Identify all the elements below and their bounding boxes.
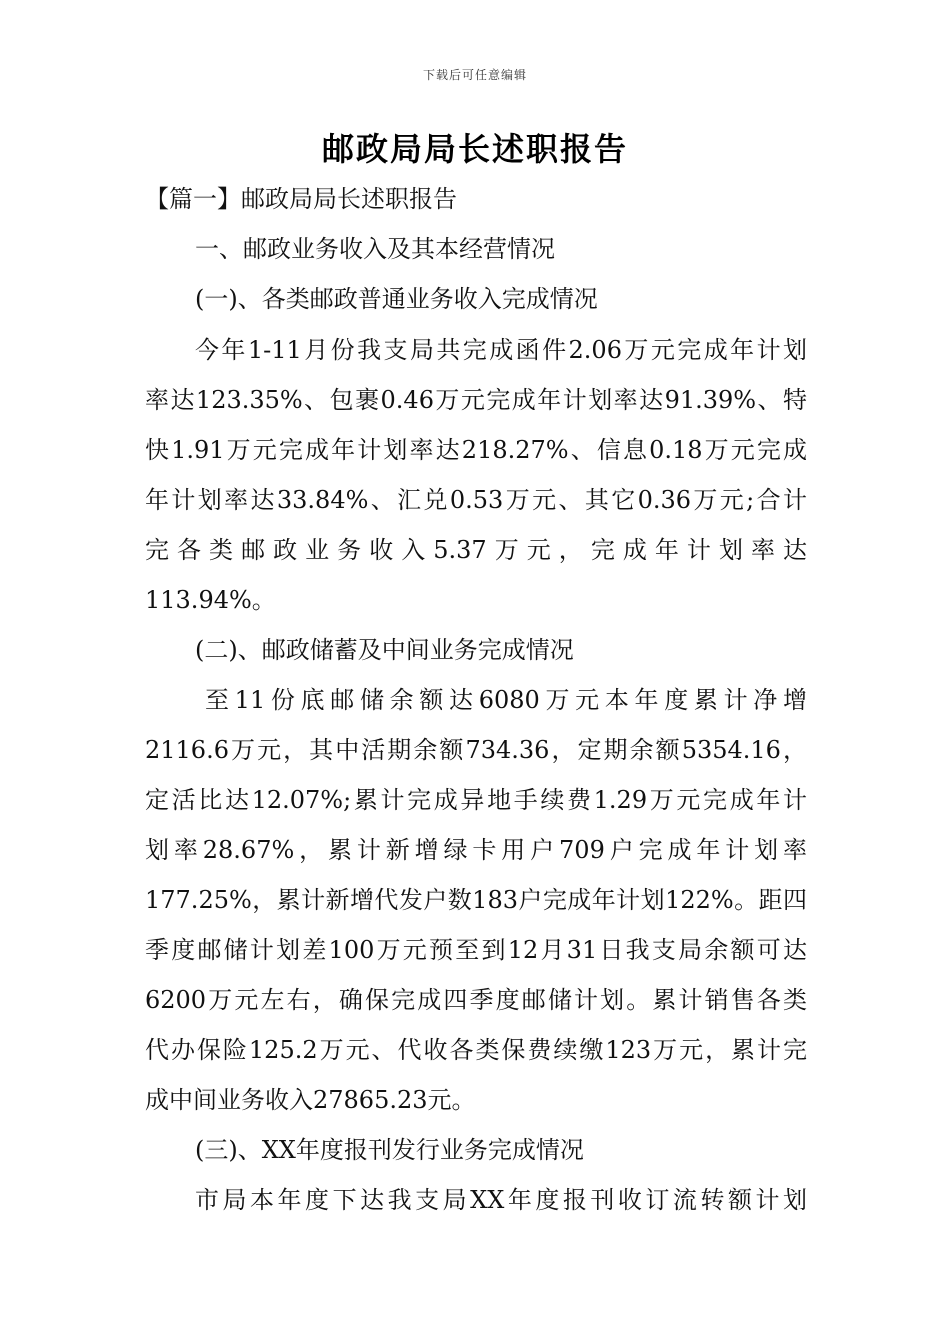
paragraph-line: 率达123.35%、包裹0.46万元完成年计划率达91.39%、特 <box>145 386 807 414</box>
paragraph-line: 快1.91万元完成年计划率达218.27%、信息0.18万元完成 <box>145 436 807 464</box>
paragraph-line: 177.25%，累计新增代发户数183户完成年计划122%。距四 <box>145 886 807 914</box>
paragraph-line: 定活比达12.07%;累计完成异地手续费1.29万元完成年计 <box>145 786 807 814</box>
subsection-heading-3: (三)、XX年度报刊发行业务完成情况 <box>195 1136 584 1164</box>
subsection-heading-2: (二)、邮政储蓄及中间业务完成情况 <box>195 636 574 664</box>
paragraph-line: 2116.6万元，其中活期余额734.36，定期余额5354.16， <box>145 736 807 764</box>
header-note: 下载后可任意编辑 <box>422 68 527 82</box>
section-heading: 【篇一】邮政局局长述职报告 <box>145 185 457 213</box>
paragraph-line: 年计划率达33.84%、汇兑0.53万元、其它0.36万元;合计 <box>145 486 807 514</box>
paragraph-line: 至11份底邮储余额达6080万元本年度累计净增 <box>205 686 807 714</box>
part-one-heading: 一、邮政业务收入及其本经营情况 <box>195 235 555 263</box>
paragraph-line: 113.94%。 <box>145 586 276 614</box>
paragraph-line: 季度邮储计划差100万元预至到12月31日我支局余额可达 <box>145 936 807 964</box>
paragraph-line: 市局本年度下达我支局XX年度报刊收订流转额计划 <box>195 1186 807 1214</box>
paragraph-line: 完各类邮政业务收入5.37万元，完成年计划率达 <box>145 536 807 564</box>
paragraph-line: 划率28.67%，累计新增绿卡用户709户完成年计划率 <box>145 836 807 864</box>
subsection-heading-1: (一)、各类邮政普通业务收入完成情况 <box>195 285 598 313</box>
paragraph-line: 成中间业务收入27865.23元。 <box>145 1086 476 1114</box>
paragraph-line: 6200万元左右，确保完成四季度邮储计划。累计销售各类 <box>145 986 807 1014</box>
paragraph-line: 代办保险125.2万元、代收各类保费续缴123万元，累计完 <box>145 1036 807 1064</box>
document-title: 邮政局局长述职报告 <box>321 130 628 168</box>
paragraph-line: 今年1-11月份我支局共完成函件2.06万元完成年计划 <box>195 336 807 364</box>
